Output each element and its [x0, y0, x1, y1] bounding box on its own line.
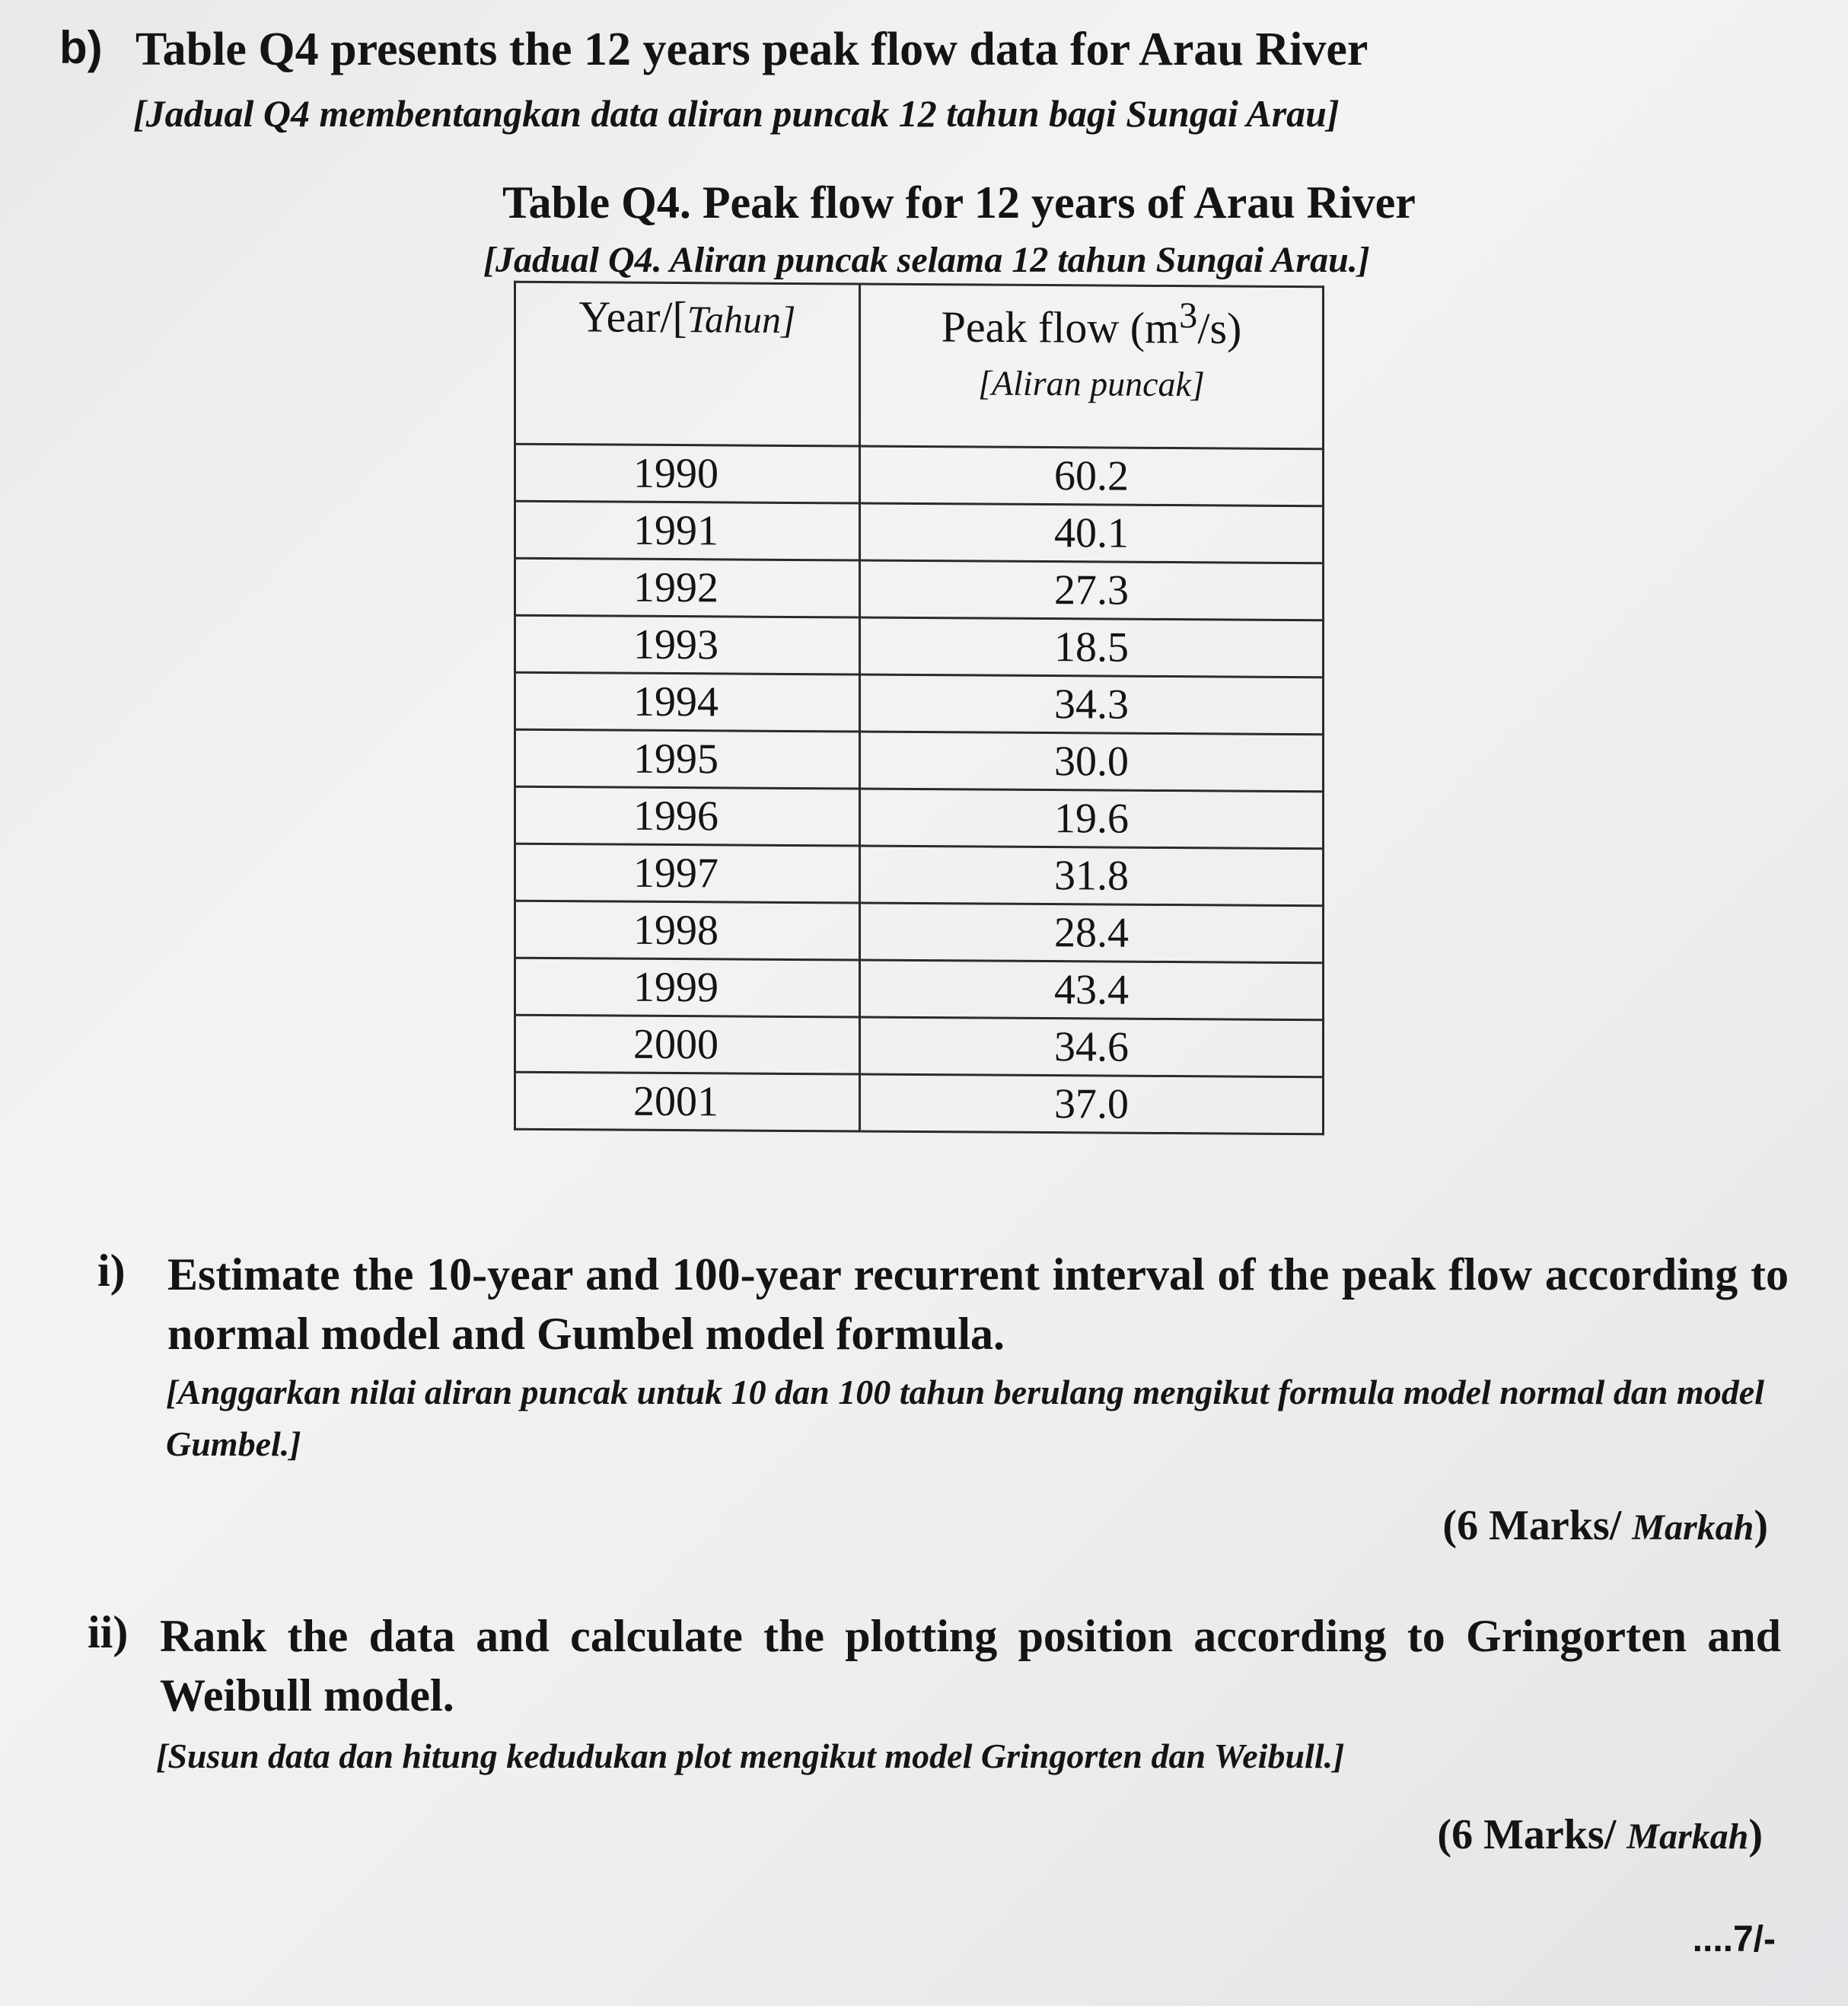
part-ii-marks-end: ): [1748, 1811, 1763, 1858]
part-i-text: Estimate the 10-year and 100-year recurrent interval of the peak flow according to normal model and Gumbel model formula.: [167, 1249, 1789, 1359]
cell-year: 1996: [515, 786, 860, 846]
cell-year: 2000: [515, 1015, 860, 1074]
cell-peak-flow: 34.3: [860, 675, 1324, 735]
question-title-malay: [Jadual Q4 membentangkan data aliran puncak 12 tahun bagi Sungai Arau]: [133, 92, 1340, 135]
part-i-marks-malay: Markah: [1632, 1507, 1754, 1548]
table-caption-malay: [Jadual Q4. Aliran puncak selama 12 tahun Sungai Arau.]: [483, 240, 1370, 280]
cell-year: 1995: [515, 729, 860, 789]
table-row: [515, 1015, 1324, 1076]
cell-peak-flow: 40.1: [860, 503, 1324, 563]
cell-year: 2001: [515, 1072, 860, 1131]
part-i-marks-end: ): [1754, 1502, 1768, 1549]
table-row: [515, 1072, 1324, 1134]
header-flow-superscript: 3: [1179, 295, 1198, 336]
cell-peak-flow: 37.0: [860, 1074, 1324, 1134]
question-label: b): [59, 22, 103, 73]
cell-year: 1999: [515, 958, 860, 1017]
next-page-indicator: ....7/-: [1692, 1919, 1776, 1960]
part-ii-marks-label: (6 Marks/: [1437, 1811, 1627, 1858]
cell-year: 1994: [515, 672, 860, 732]
part-i-label: i): [97, 1245, 126, 1296]
cell-peak-flow: 18.5: [860, 617, 1324, 678]
cell-peak-flow: 27.3: [860, 560, 1324, 620]
part-ii-text-malay: [Susun data dan hitung kedudukan plot mengikut model Gringorten dan Weibull.]: [156, 1737, 1345, 1775]
table-row: [515, 844, 1324, 905]
table-body: [515, 444, 1324, 1134]
question-title: Table Q4 presents the 12 years peak flow data for Arau River: [135, 24, 1368, 75]
header-peak-flow: [860, 284, 1324, 449]
header-year: [515, 282, 860, 446]
cell-year: 1990: [515, 444, 860, 503]
table-caption: Table Q4. Peak flow for 12 years of Arau River: [502, 177, 1416, 228]
cell-peak-flow: 30.0: [860, 732, 1324, 792]
part-i-text-malay: [Anggarkan nilai aliran puncak untuk 10 dan 100 tahun berulang mengikut formula model normal dan model Gumbel.]: [166, 1373, 1764, 1463]
table-row: [515, 901, 1324, 962]
table-row: [515, 729, 1324, 791]
cell-peak-flow: 43.4: [860, 960, 1324, 1020]
cell-year: 1997: [515, 844, 860, 903]
table-row: [515, 786, 1324, 848]
cell-peak-flow: 34.6: [860, 1017, 1324, 1077]
table-row: [515, 501, 1324, 563]
table-row: [515, 958, 1324, 1019]
cell-year: 1991: [515, 501, 860, 560]
table-row: [515, 444, 1324, 505]
table-row: [515, 558, 1324, 620]
header-flow-unit-end: /s): [1197, 303, 1242, 353]
table-row: [515, 672, 1324, 734]
part-ii-label: ii): [88, 1607, 129, 1657]
table-row: [515, 615, 1324, 677]
part-ii-marks: [1437, 1810, 1763, 1859]
cell-peak-flow: 19.6: [860, 789, 1324, 849]
part-ii-marks-malay: Markah: [1627, 1816, 1749, 1857]
part-i-marks-label: (6 Marks/: [1442, 1502, 1633, 1549]
cell-peak-flow: 31.8: [860, 846, 1324, 906]
part-i-marks: [1442, 1501, 1768, 1550]
header-flow-label: Peak flow (m: [941, 301, 1180, 353]
header-year-malay: Tahun]: [687, 298, 796, 342]
header-flow-malay: [Aliran puncak]: [978, 363, 1205, 404]
cell-peak-flow: 60.2: [860, 446, 1324, 506]
peak-flow-table: [514, 281, 1324, 1136]
cell-year: 1992: [515, 558, 860, 617]
cell-peak-flow: 28.4: [860, 903, 1324, 963]
part-ii-text: Rank the data and calculate the plotting position according to Gringorten and Weibull model.: [160, 1611, 1781, 1721]
table-header-row: [515, 282, 1324, 448]
cell-year: 1993: [515, 615, 860, 675]
header-year-label: Year/[: [578, 292, 687, 343]
cell-year: 1998: [515, 901, 860, 960]
